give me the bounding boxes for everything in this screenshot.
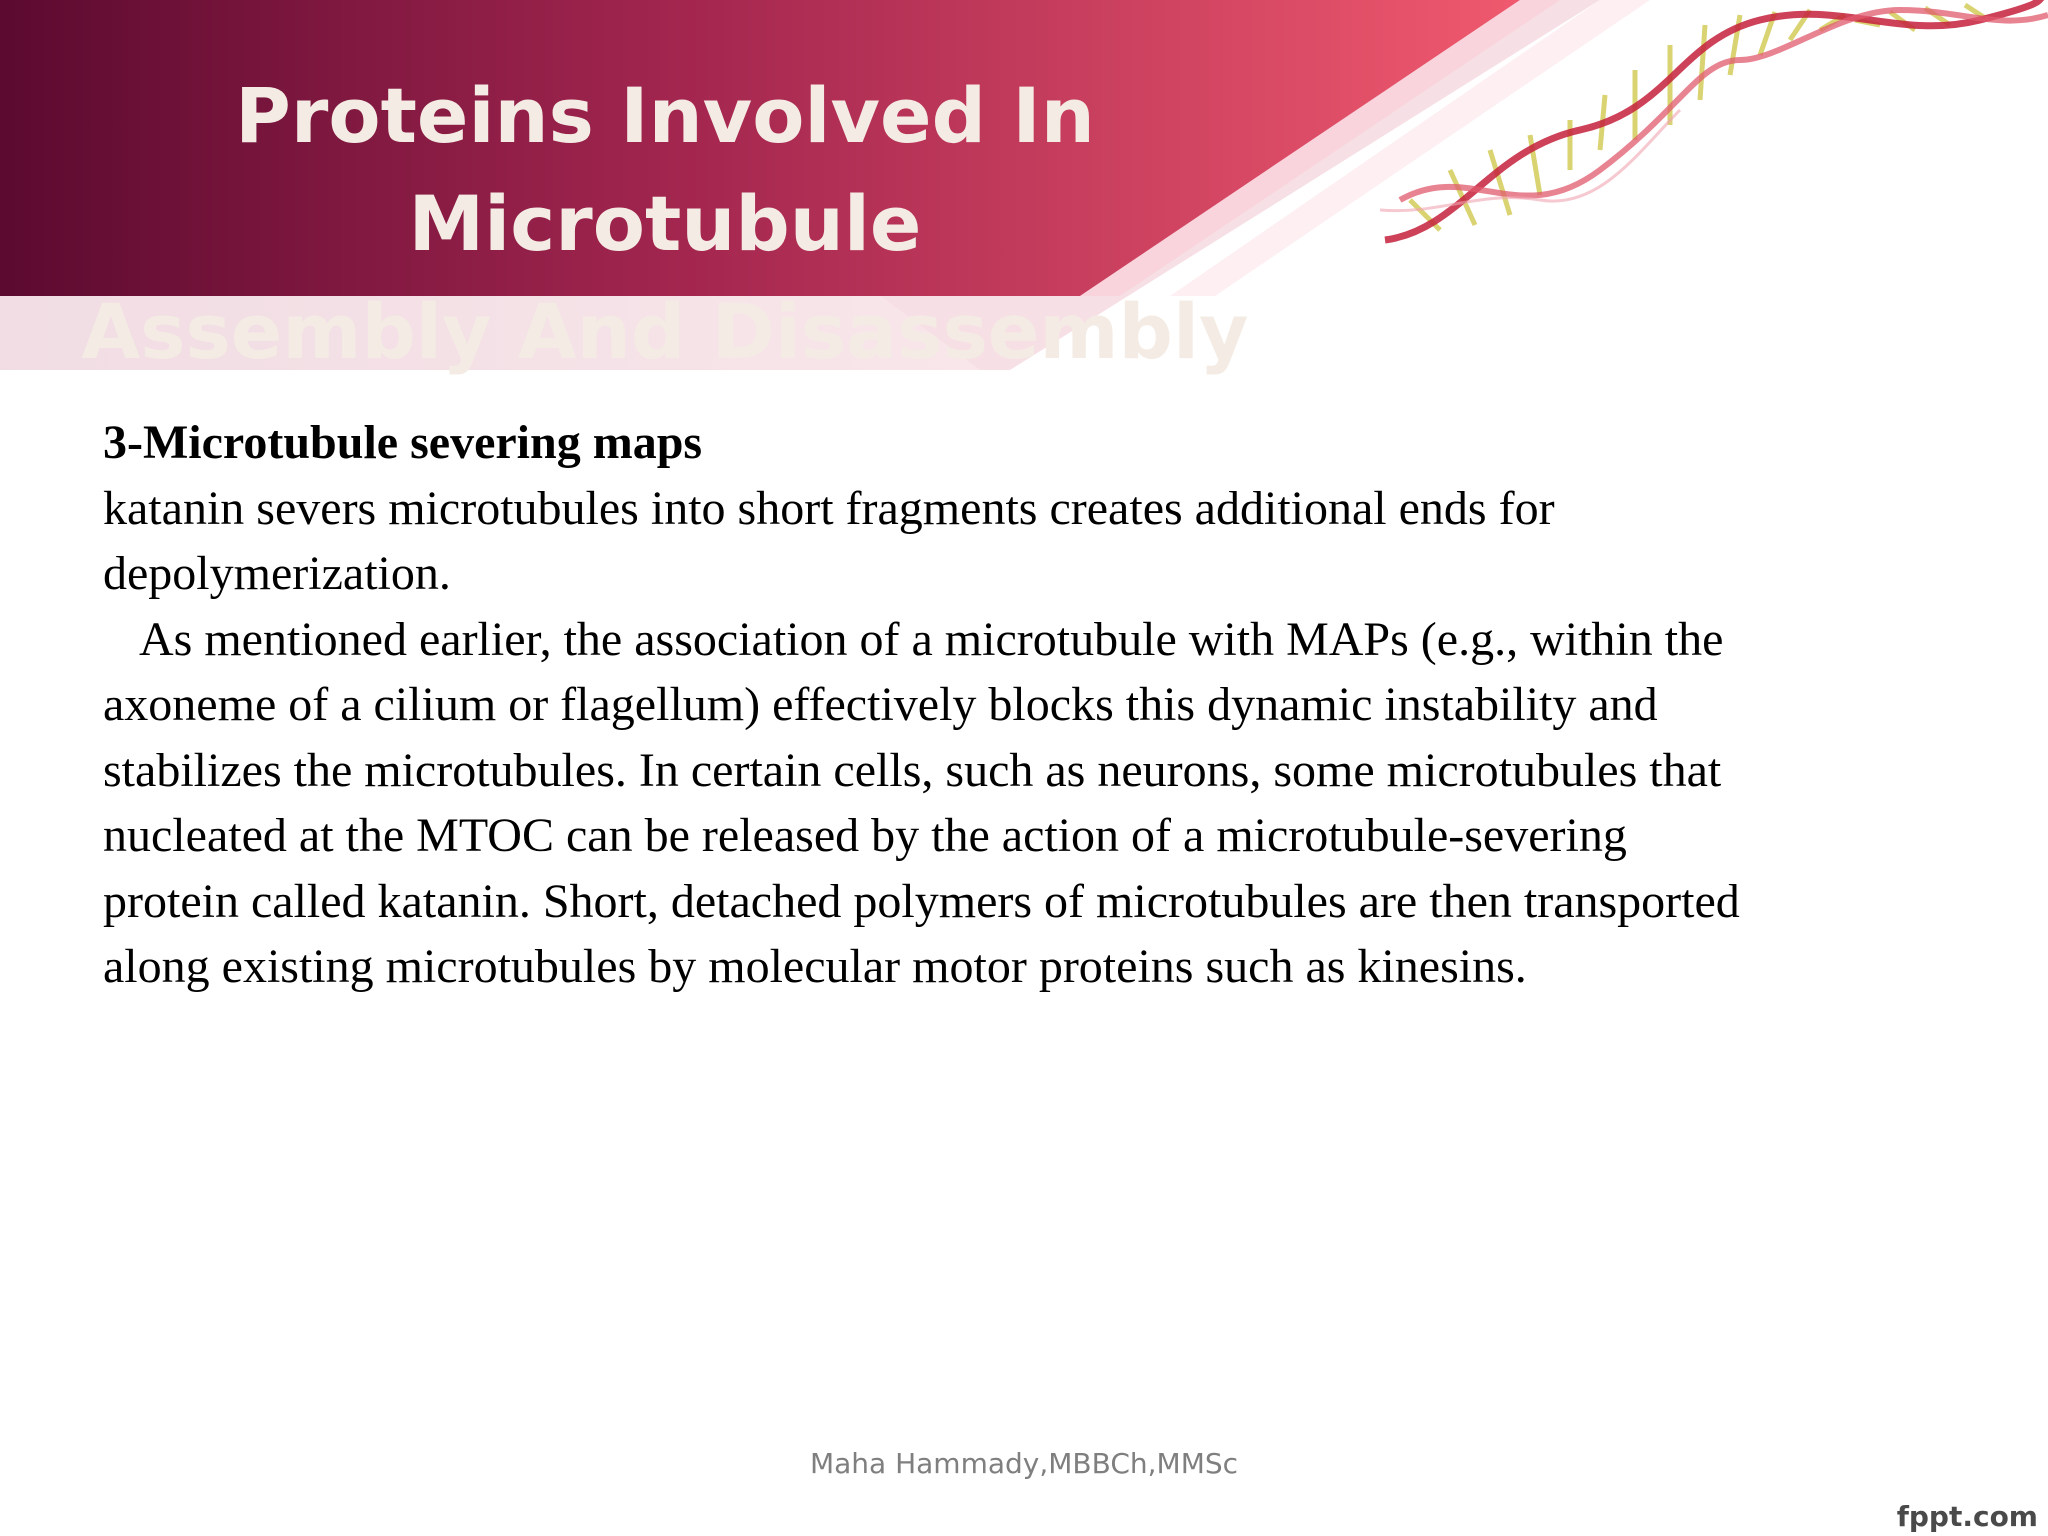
slide-title	[0, 62, 1330, 386]
dna-helix-icon	[1380, 0, 2048, 300]
brand-watermark: fppt.com	[1896, 1500, 2038, 1533]
body-paragraph: As mentioned earlier, the association of a microtubule with MAPs (e.g., within the axoneme of a cilium or flagellum) effectively blocks this dynamic instability and stabilizes the microtubules. In certain cells, such as neurons, some microtubules that nucleated at the MTOC can be released by the action of a microtubule-severing protein called katanin. Short, detached polymers of microtubules are then transported along existing microtubules by molecular motor proteins such as kinesins.	[103, 612, 1752, 993]
slide-title-line-2: Assembly And Disassembly	[81, 287, 1249, 376]
section-heading: 3-Microtubule severing maps	[103, 416, 703, 469]
intro-paragraph: katanin severs microtubules into short fragments creates additional ends for depolymerization.	[103, 481, 1555, 600]
slide-body	[103, 410, 1752, 1000]
slide-title-line-1: Proteins Involved In Microtubule	[235, 71, 1095, 268]
footer-author: Maha Hammady,MBBCh,MMSc	[809, 1447, 1239, 1480]
